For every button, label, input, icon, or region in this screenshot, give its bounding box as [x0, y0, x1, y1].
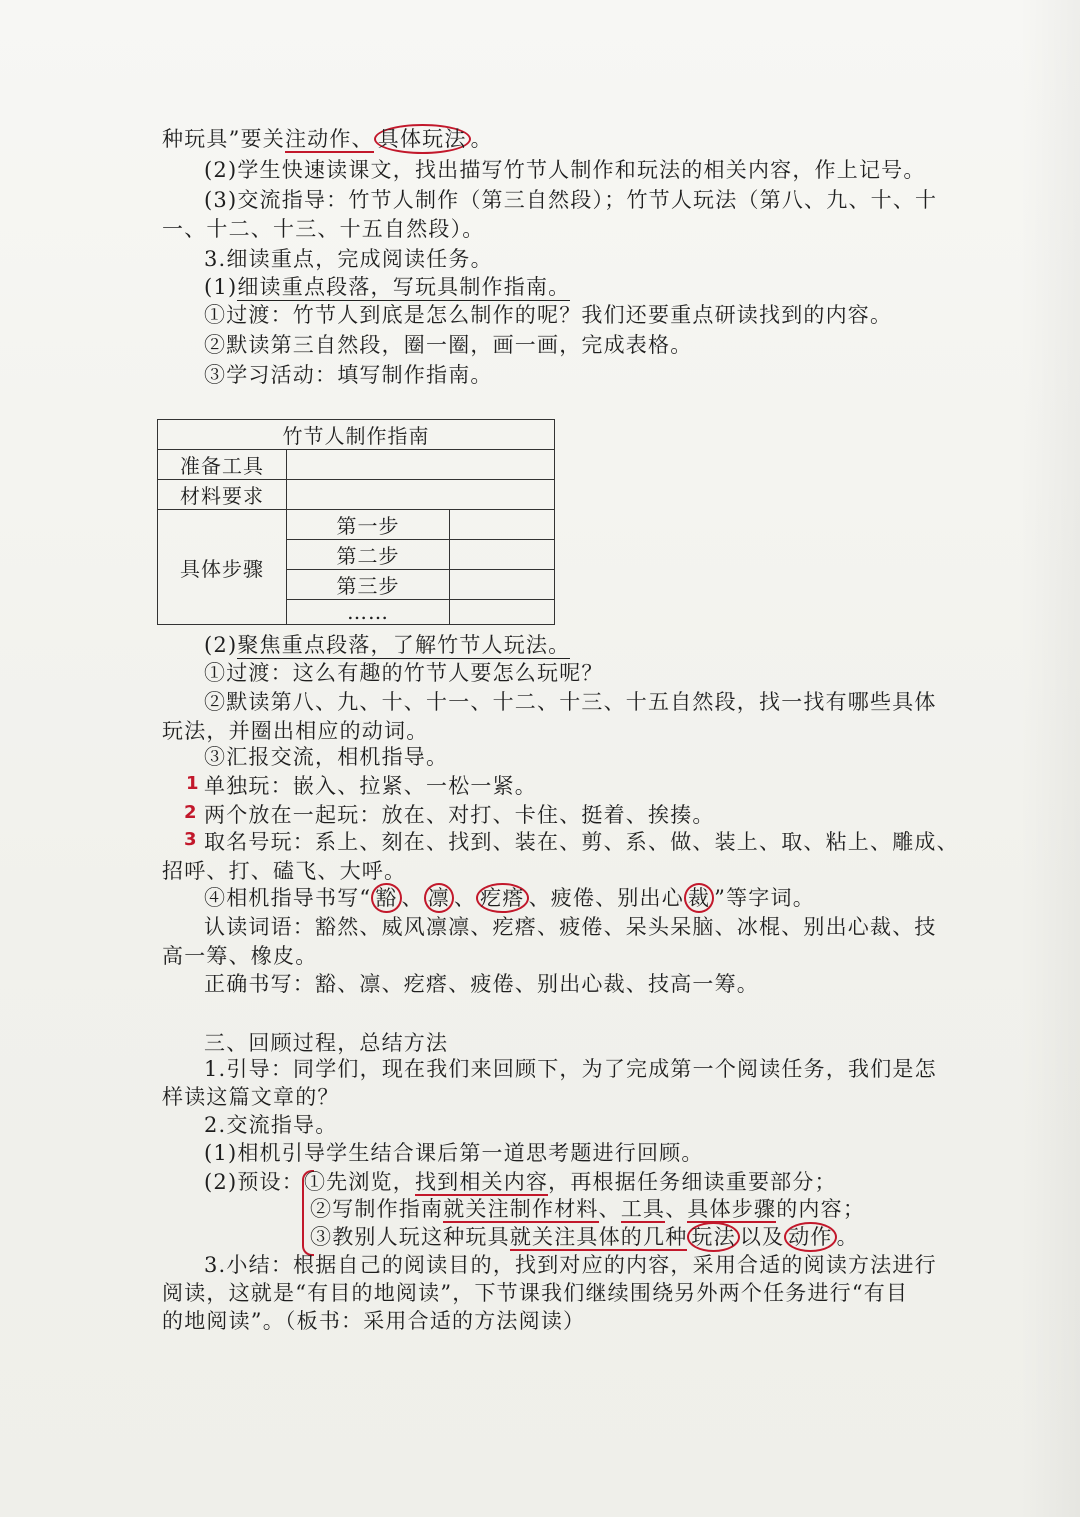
red-underline: 具体步骤: [687, 1197, 777, 1221]
text-line-16: 两个放在一起玩：放在、对打、卡住、挺着、挨揍。: [204, 803, 715, 827]
text-line-26: 2.交流指导。: [204, 1113, 338, 1137]
text-line-17: 取名号玩：系上、刻在、找到、装在、剪、系、做、装上、取、粘上、雕成、: [204, 830, 959, 854]
text-line-15: 单独玩：嵌入、拉紧、一松一紧。: [204, 774, 537, 798]
text-line-30: ③教别人玩这种玩具就关注具体的几种 玩法 以及 动作 。: [310, 1222, 910, 1252]
text-line-5: 3.细读重点，完成阅读任务。: [204, 247, 493, 271]
underlined-heading-1: 细读重点段落，写玩具制作指南。: [237, 275, 571, 299]
text-line-19: ④相机指导书写“ 豁 、 凛 、 疙瘩 、疲倦、别出心 裁 ”等字词。: [204, 883, 964, 913]
red-underline: 找到相关内容: [414, 1170, 549, 1194]
text-line-33: 的地阅读”。（板书：采用合适的方法阅读）: [162, 1309, 586, 1333]
text-line-12: ②默读第八、九、十、十一、十二、十三、十五自然段，找一找有哪些具体: [204, 690, 937, 714]
text-line-3: (3)交流指导：竹节人制作（第三自然段）；竹节人玩法（第八、九、十、十: [204, 188, 938, 212]
text-line-7: ①过渡：竹节人到底是怎么制作的呢？我们还要重点研读找到的内容。: [204, 303, 893, 327]
text-line-6: (1)细读重点段落，写玩具制作指南。: [204, 275, 571, 299]
production-guide-table: [157, 419, 555, 625]
table-row-materials: 材料要求: [158, 480, 287, 510]
table-row-steps: 具体步骤: [158, 510, 287, 625]
text-line-29: ②写制作指南就关注制作材料、工具、具体步骤的内容；: [310, 1197, 866, 1221]
red-underline: 就关注具体的几种: [509, 1225, 688, 1249]
text-line-8: ②默读第三自然段，圈一圈，画一画，完成表格。: [204, 333, 693, 357]
text-line-27: (1)相机引导学生结合课后第一道思考题进行回顾。: [204, 1141, 704, 1165]
table-step: 第三步: [287, 570, 450, 600]
text-line-1: 种玩具”要关注动作、 具体玩法 。: [162, 124, 922, 154]
red-circle-char: 豁: [371, 883, 401, 913]
text-line-10: (2)聚焦重点段落，了解竹节人玩法。: [204, 633, 571, 657]
text-line-14: ③汇报交流，相机指导。: [204, 745, 449, 769]
red-number-mark: 2: [184, 802, 197, 823]
text-line-9: ③学习活动：填写制作指南。: [204, 363, 493, 387]
red-circle-word: 玩法: [687, 1222, 739, 1252]
text-line-22: 正确书写：豁、凛、疙瘩、疲倦、别出心裁、技高一筹。: [204, 972, 759, 996]
text-line-21: 高一筹、橡皮。: [162, 944, 318, 968]
page-edge-shadow: [1020, 0, 1080, 1517]
text-line-31: 3.小结：根据自己的阅读目的，找到对应的内容，采用合适的阅读方法进行: [204, 1253, 937, 1277]
red-circle-word: 动作: [784, 1222, 836, 1252]
underlined-heading-2: 聚焦重点段落，了解竹节人玩法。: [237, 633, 571, 657]
text-line-2: (2)学生快速读课文，找出描写竹节人制作和玩法的相关内容，作上记号。: [204, 158, 926, 182]
table-title: 竹节人制作指南: [158, 420, 555, 450]
text-line-25: 样读这篇文章的？: [162, 1085, 340, 1109]
text-line-20: 认读词语：豁然、威风凛凛、疙瘩、疲倦、呆头呆脑、冰棍、别出心裁、技: [204, 915, 937, 939]
text-line-18: 招呼、打、磕飞、大呼。: [162, 859, 407, 883]
table-step: 第一步: [287, 510, 450, 540]
red-number-mark: 1: [186, 773, 199, 794]
section-heading: 三、回顾过程，总结方法: [204, 1031, 449, 1055]
table-step: 第二步: [287, 540, 450, 570]
red-underline: 工具: [620, 1197, 666, 1221]
red-circle-char: 裁: [684, 883, 714, 913]
text-line-28: (2)预设：①先浏览，找到相关内容，再根据任务细读重要部分；: [204, 1170, 837, 1194]
text-line-13: 玩法，并圈出相应的动词。: [162, 719, 429, 743]
table-row-tools: 准备工具: [158, 450, 287, 480]
red-underline: 就关注制作材料: [443, 1197, 599, 1221]
text-line-11: ①过渡：这么有趣的竹节人要怎么玩呢？: [204, 661, 604, 685]
red-underline-action: 注动作: [284, 127, 352, 151]
text-line-4: 一、十二、十三、十五自然段）。: [162, 217, 485, 241]
text-line-24: 1.引导：同学们，现在我们来回顾下，为了完成第一个阅读任务，我们是怎: [204, 1057, 937, 1081]
red-circle-char: 凛: [424, 883, 454, 913]
red-circle-word: 疙瘩: [476, 883, 528, 913]
red-circle-method: 具体玩法: [374, 124, 471, 154]
table-step: ……: [287, 600, 450, 625]
red-number-mark: 3: [184, 829, 197, 850]
text-line-32: 阅读，这就是“有目的地阅读”，下节课我们继续围绕另外两个任务进行“有目: [162, 1281, 909, 1305]
